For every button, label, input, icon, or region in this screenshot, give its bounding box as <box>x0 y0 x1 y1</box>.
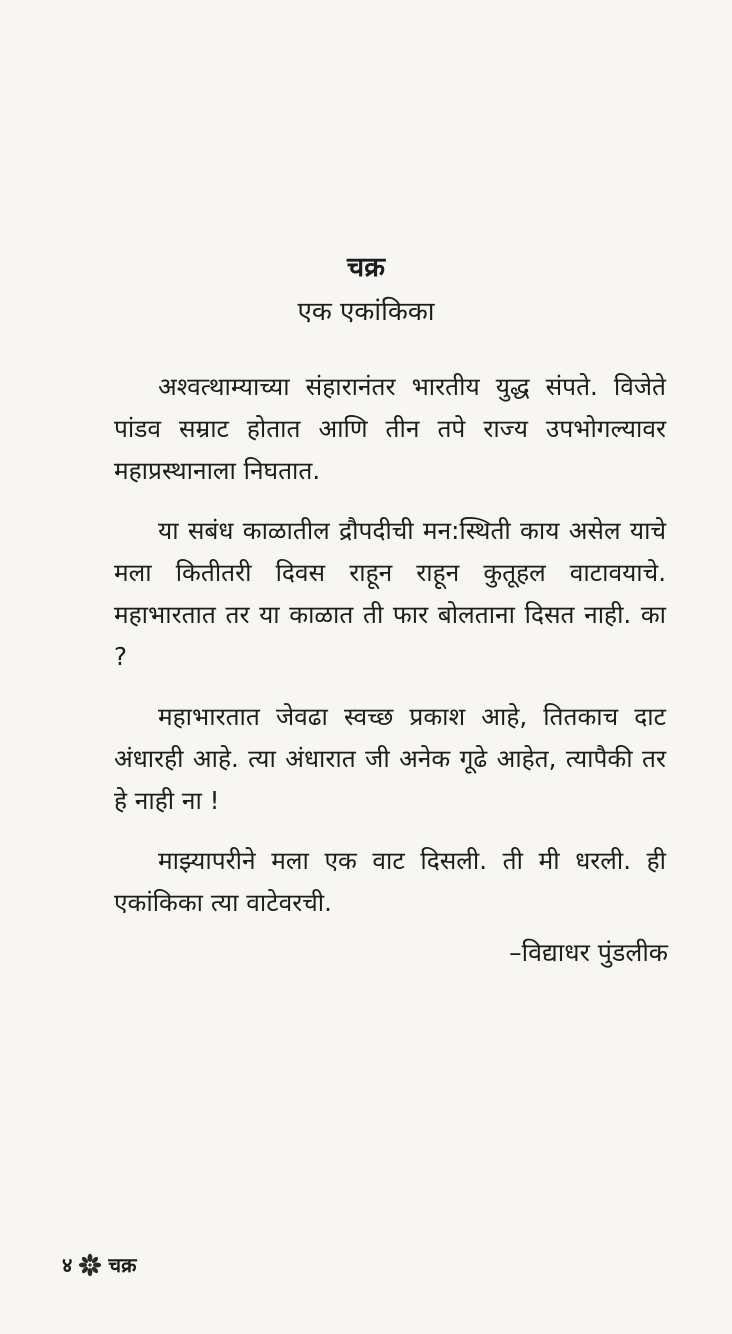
paragraph-2: या सबंध काळातील द्रौपदीची मन:स्थिती काय असेल याचे मला कितीतरी दिवस राहून राहून कुतूहल वाटावयाचे. महाभारतात तर या काळात ती फार बोलताना दिसत नाही. का ? <box>114 516 666 671</box>
page-number: ४ <box>62 1253 73 1277</box>
author-signature: –विद्याधर पुंडलीक <box>509 938 668 967</box>
footer-book-title: चक्र <box>108 1253 137 1277</box>
page-footer <box>62 1250 136 1280</box>
page-title: चक्र <box>347 252 385 283</box>
page-subtitle: एक एकांकिका <box>297 297 435 327</box>
paragraph-1: अश्वत्थाम्याच्या संहारानंतर भारतीय युद्ध संपते. विजेते पांडव सम्राट होतात आणि तीन तपे राज्य उपभोगल्यावर महाप्रस्थानाला निघतात. <box>114 372 666 485</box>
paragraph-3: महाभारतात जेवढा स्वच्छ प्रकाश आहे, तितकाच दाट अंधारही आहे. त्या अंधारात जी अनेक गूढे आहेत, त्यापैकी तर हे नाही ना ! <box>114 702 666 815</box>
paragraph-4: माझ्यापरीने मला एक वाट दिसली. ती मी धरली. ही एकांकिका त्या वाटेवरची. <box>114 846 666 917</box>
flower-ornament-icon <box>78 1253 102 1277</box>
